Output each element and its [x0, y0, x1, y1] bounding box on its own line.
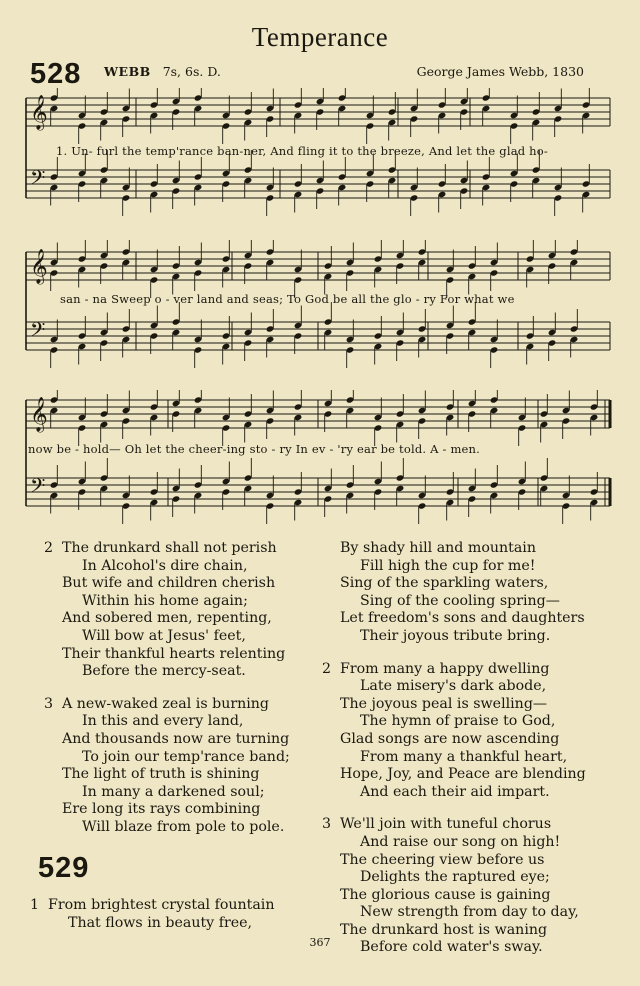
- bass-clef-icon: 𝄢: [30, 474, 46, 502]
- verse-line: Delights the raptured eye;: [360, 869, 550, 886]
- verse-line: In Alcohol's dire chain,: [82, 557, 248, 574]
- verse-line: Ere long its rays combining: [62, 801, 261, 818]
- verse-line: The cheering view before us: [340, 851, 545, 868]
- verse-line: Fill high the cup for me!: [360, 557, 536, 574]
- verse-line: The drunkard host is waning: [340, 921, 548, 938]
- verse-2: [44, 540, 290, 681]
- verse-line: Hope, Joy, and Peace are blending: [340, 766, 586, 783]
- verse-number: 3: [322, 816, 332, 833]
- hymn-529-number: 529: [38, 852, 90, 884]
- treble-clef-icon: 𝄞: [30, 249, 48, 284]
- verse-number: 3: [44, 695, 54, 712]
- verse-line: Their thankful hearts relenting: [62, 645, 286, 662]
- music-system-1: [18, 88, 612, 218]
- lyric-line-3: now be - hold— Oh let the cheer-ing sto - ry In ev - 'ry ear be told. A - men.: [28, 442, 481, 456]
- verse-line: The drunkard shall not perish: [62, 540, 277, 556]
- verse-line: Late misery's dark abode,: [360, 678, 547, 695]
- verse-line: Will blaze from pole to pole.: [82, 818, 285, 835]
- verse-line: Before the mercy-seat.: [82, 663, 246, 680]
- music-system-3: [18, 390, 612, 525]
- verse-1: [30, 897, 275, 932]
- tune-meter: 7s, 6s. D.: [162, 64, 221, 79]
- verse-line: The joyous peal is swelling—: [340, 695, 548, 712]
- verse-line: And raise our song on high!: [360, 833, 561, 850]
- verse-line: Will bow at Jesus' feet,: [82, 627, 246, 644]
- verse-line: We'll join with tuneful chorus: [340, 816, 552, 833]
- verse-number: 2: [44, 540, 54, 556]
- verse-line: The light of truth is shining: [62, 766, 260, 783]
- composer: George James Webb, 1830: [416, 64, 584, 79]
- verse-1-continued: [340, 540, 586, 646]
- verse-line: From brightest crystal fountain: [48, 897, 275, 913]
- verse-line: Before cold water's sway.: [360, 939, 543, 956]
- treble-clef-icon: 𝄞: [30, 95, 48, 130]
- lyric-line-1: 1. Un- furl the temp'rance ban-ner, And fling it to the breeze, And let the glad ho-: [56, 144, 548, 158]
- verse-line: That flows in beauty free,: [68, 914, 253, 931]
- tune-info: [104, 64, 584, 79]
- music-staves: [18, 390, 612, 525]
- verse-line: A new-waked zeal is burning: [62, 695, 270, 712]
- verse-line: The glorious cause is gaining: [340, 886, 551, 903]
- tune-name: WEBB: [104, 64, 151, 79]
- verse-line: Their joyous tribute bring.: [360, 627, 551, 644]
- verse-line: Sing of the cooling spring—: [360, 592, 560, 609]
- verse-line: Let freedom's sons and daughters: [340, 610, 585, 627]
- verse-line: Sing of the sparkling waters,: [340, 575, 549, 592]
- verse-line: In this and every land,: [82, 713, 244, 730]
- verse-line: And thousands now are turning: [62, 730, 290, 747]
- verses-529-right: [322, 540, 586, 972]
- verse-line: To join our temp'rance band;: [82, 748, 290, 765]
- section-title: Temperance: [251, 22, 389, 52]
- verse-line: Within his home again;: [82, 592, 248, 609]
- music-system-2: [18, 240, 612, 370]
- verse-number: 2: [322, 660, 332, 677]
- verse-line: The hymn of praise to God,: [360, 713, 556, 730]
- verse-line: But wife and children cherish: [62, 575, 276, 592]
- verse-line: And sobered men, repenting,: [62, 610, 272, 627]
- verse-2: [322, 660, 586, 802]
- verse-line: From many a thankful heart,: [360, 748, 568, 765]
- verse-number: 1: [30, 897, 40, 913]
- verse-line: New strength from day to day,: [360, 904, 579, 921]
- verse-line: In many a darkened soul;: [82, 783, 265, 800]
- verse-3: [44, 695, 290, 837]
- treble-clef-icon: 𝄞: [30, 397, 48, 432]
- verse-line: By shady hill and mountain: [340, 540, 536, 556]
- bass-clef-icon: 𝄢: [30, 318, 46, 346]
- verse-line: And each their aid impart.: [360, 783, 550, 800]
- lyric-line-2: san - na Sweep o - ver land and seas; To God be all the glo - ry For what we: [60, 292, 515, 306]
- page-number: 367: [309, 936, 331, 949]
- verse-line: Glad songs are now ascending: [340, 730, 560, 747]
- verses-528: [44, 540, 290, 852]
- bass-clef-icon: 𝄢: [30, 166, 46, 194]
- verse-line: From many a happy dwelling: [340, 660, 550, 677]
- hymn-528-number: 528: [30, 58, 82, 90]
